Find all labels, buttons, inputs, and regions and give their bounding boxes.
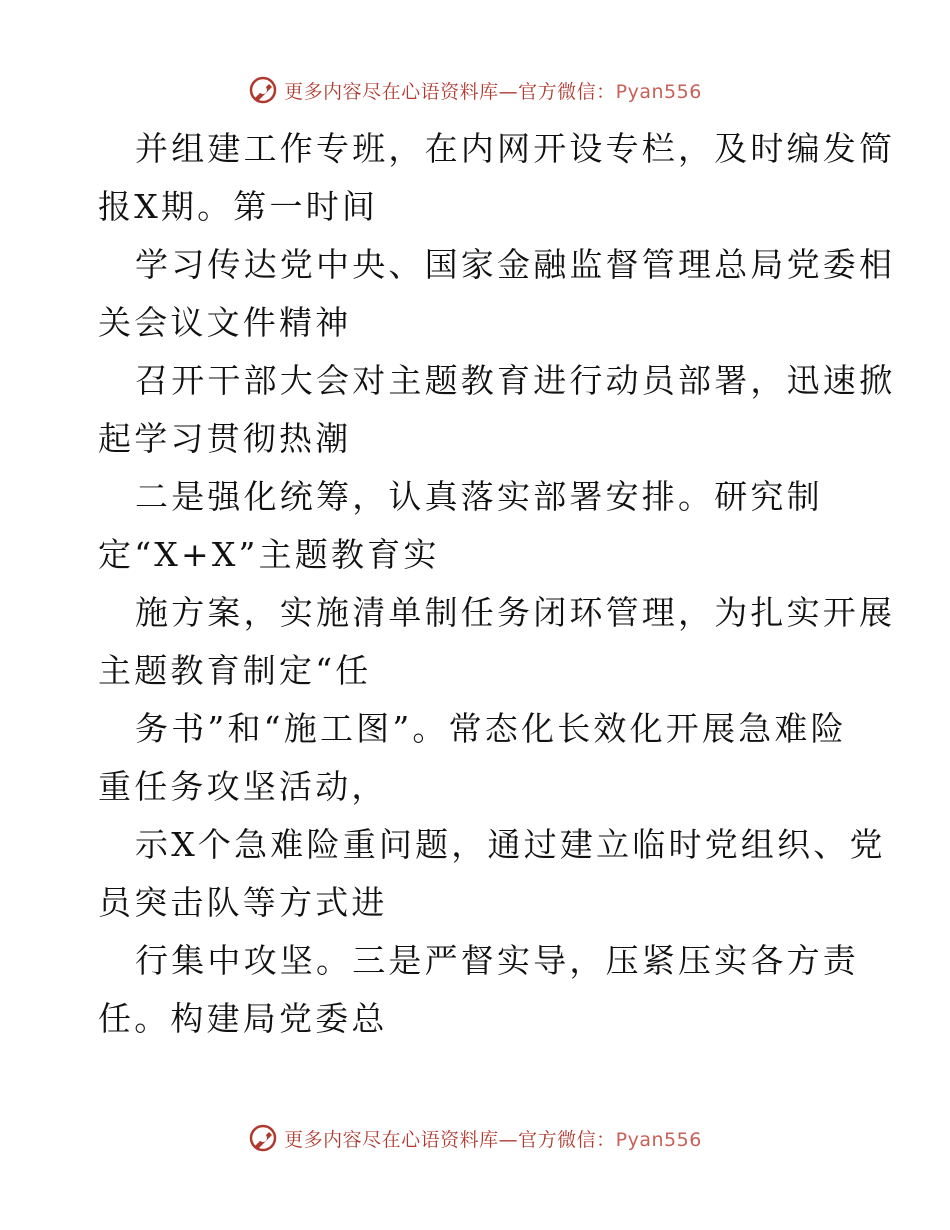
paragraph-line: 施方案，实施清单制任务闭环管理，为扎实开展 — [135, 593, 896, 632]
paragraph-line: 召开干部大会对主题教育进行动员部署，迅速掀 — [135, 361, 896, 400]
banner-contact: Pyan556 — [615, 80, 702, 103]
paragraph-line: 重任务攻坚活动， — [98, 767, 388, 806]
paragraph-line: 报X期。第一时间 — [98, 187, 379, 226]
paragraph-line: 并组建工作专班，在内网开设专栏，及时编发简 — [135, 129, 896, 168]
document-body — [98, 120, 896, 1048]
paragraph-line: 关会议文件精神 — [98, 303, 352, 342]
paragraph-line: 行集中攻坚。三是严督实导，压紧压实各方责 — [135, 941, 859, 980]
banner-contact: Pyan556 — [615, 1128, 702, 1151]
paragraph-line: 起学习贯彻热潮 — [98, 419, 352, 458]
pen-seal-logo-icon — [248, 1123, 278, 1153]
paragraph-line: 主题教育制定“任 — [98, 651, 372, 690]
paragraph-line: 员突击队等方式进 — [98, 883, 388, 922]
banner-text: 更多内容尽在心语资料库—官方微信： — [284, 80, 616, 103]
paragraph — [98, 700, 858, 816]
paragraph — [98, 236, 896, 352]
paragraph-line: 务书”和“施工图”。常态化长效化开展急难险 — [135, 709, 847, 748]
paragraph-line: 学习传达党中央、国家金融监督管理总局党委相 — [135, 245, 896, 284]
paragraph-line: 示X个急难险重问题，通过建立临时党组织、党 — [135, 825, 886, 864]
paragraph — [98, 352, 896, 468]
paragraph — [98, 120, 896, 236]
paragraph-line: 二是强化统筹，认真落实部署安排。研究制 — [135, 477, 823, 516]
footer-watermark-banner — [0, 1118, 950, 1158]
header-watermark-banner — [0, 70, 950, 110]
paragraph — [98, 468, 858, 584]
pen-seal-logo-icon — [248, 75, 278, 105]
paragraph-line: 任。构建局党委总 — [98, 999, 388, 1038]
paragraph — [98, 584, 896, 700]
banner-text: 更多内容尽在心语资料库—官方微信： — [284, 1128, 616, 1151]
paragraph-line: 定“X+X”主题教育实 — [98, 535, 440, 574]
paragraph — [98, 816, 886, 932]
paragraph — [98, 932, 858, 1048]
